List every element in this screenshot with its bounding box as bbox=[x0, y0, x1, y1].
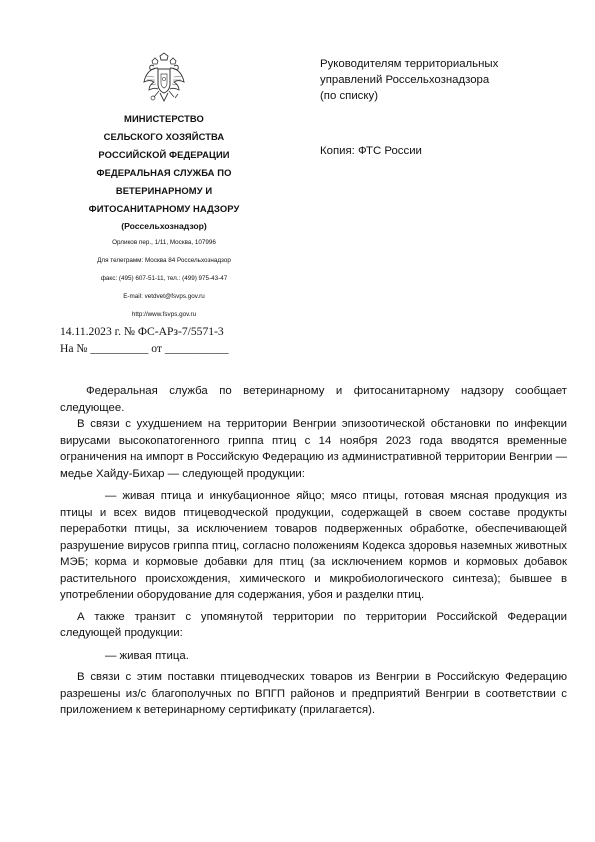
org-email: E-mail: vetdvet@fsvps.gov.ru bbox=[123, 293, 205, 300]
addressee-line-1: Руководителям территориальных bbox=[320, 58, 499, 70]
org-name-line-4: ФЕДЕРАЛЬНАЯ СЛУЖБА ПО bbox=[96, 167, 232, 178]
registration-number: 14.11.2023 г. № ФС-АРз-7/5571-3 bbox=[60, 325, 224, 338]
org-name-line-5: ВЕТЕРИНАРНОМУ И bbox=[115, 185, 213, 196]
org-name-line-6: ФИТОСАНИТАРНОМУ НАДЗОРУ bbox=[88, 203, 240, 214]
letter-body bbox=[60, 383, 567, 719]
org-name-line-1: МИНИСТЕРСТВО bbox=[124, 113, 204, 124]
org-website: http://www.fsvps.gov.ru bbox=[131, 311, 197, 318]
org-name-line-2: СЕЛЬСКОГО ХОЗЯЙСТВА bbox=[103, 131, 225, 142]
org-fax-tel: факс: (495) 607-51-11, тел.: (499) 975-43-47 bbox=[100, 275, 228, 282]
double-headed-eagle-emblem-icon bbox=[142, 52, 186, 104]
addressee-line-3: (по списку) bbox=[320, 90, 378, 102]
body-paragraph-1: Федеральная служба по ветеринарному и фитосанитарному надзору сообщает следующее. bbox=[60, 385, 567, 414]
body-paragraph-2: В связи с ухудшением на территории Венгрии эпизоотической обстановки по инфекции вирусами высокопатогенного гриппа птиц с 14 ноября 2023 года вводятся временные ограничения на импорт в Российскую Федерацию из административной территории Венгрии — медье Хайду-Бихар — следующей продукции: bbox=[60, 418, 567, 480]
copy-recipient: Копия: ФТС России bbox=[320, 145, 422, 157]
addressee-line-2: управлений Россельхознадзора bbox=[320, 74, 490, 86]
addressee-block bbox=[320, 56, 550, 104]
body-paragraph-3: — живая птица и инкубационное яйцо; мясо птицы, готовая мясная продукция из птицы и всех видов птицеводческой продукции, содержащей в своем составе продукты переработки птицы, за исключением товаров подверженных обработке, обеспечивающей разрушение вирусов гриппа птиц, согласно положениям Кодекса здоровья наземных животных МЭБ; корма и кормовые добавки для птиц (за исключением кормов и кормовых добавок растительного происхождения, химического и микробиологического синтеза); бывшее в употреблении оборудование для содержания, убоя и разделки птиц. bbox=[60, 490, 567, 601]
org-telegram: Для телеграмм: Москва 84 Россельхознадзор bbox=[97, 257, 231, 264]
reply-reference: На № __________ от ___________ bbox=[60, 342, 229, 355]
body-paragraph-4: А также транзит с упомянутой территории по территории Российской Федерации следующей продукции: bbox=[60, 610, 567, 639]
org-name-line-3: РОССИЙСКОЙ ФЕДЕРАЦИИ bbox=[98, 149, 230, 160]
letterhead bbox=[50, 52, 278, 324]
org-abbreviation: (Россельхознадзор) bbox=[121, 221, 207, 231]
body-paragraph-6: В связи с этим поставки птицеводческих товаров из Венгрии в Российскую Федерацию разрешены из/с благополучных по ВПГП районов и предприятий Венгрии в соответствии с приложением к ветеринарному сертификату (прилагается). bbox=[60, 671, 567, 716]
org-address: Орликов пер., 1/11, Москва, 107996 bbox=[112, 239, 216, 246]
body-paragraph-5: — живая птица. bbox=[105, 649, 189, 662]
